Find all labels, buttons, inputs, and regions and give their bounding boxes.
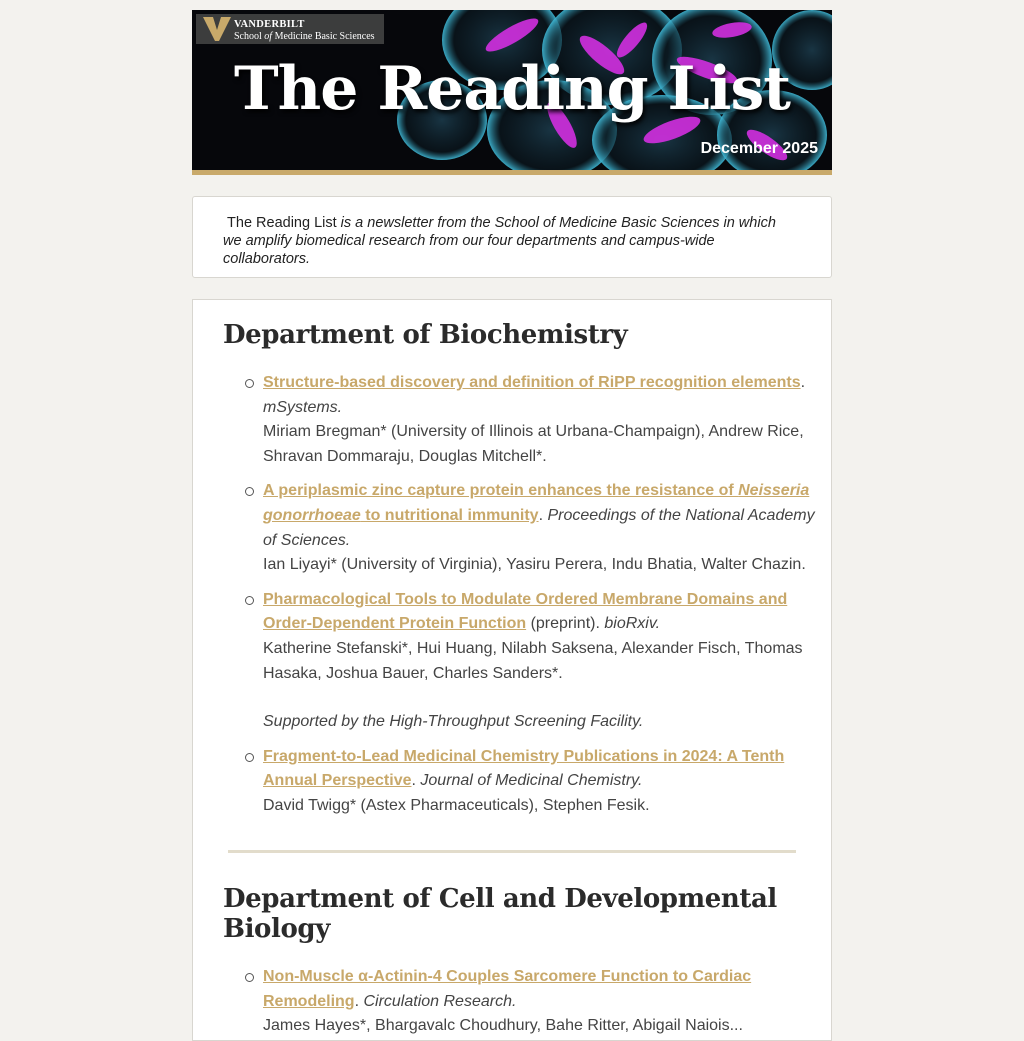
journal-name: bioRxiv. [604, 615, 661, 633]
vanderbilt-v-icon [202, 16, 232, 42]
publication-link[interactable]: Fragment-to-Lead Medicinal Chemistry Publications in 2024: A Tenth Annual Perspective [263, 747, 785, 790]
bullet-icon [245, 487, 254, 496]
journal-name: Proceedings of the National Academy of Sciences. [263, 506, 815, 549]
authors: Miriam Bregman* (University of Illinois at Urbana-Champaign), Andrew Rice, Shravan Dommaraju, Douglas Mitchell*. [263, 423, 804, 465]
journal-name: mSystems. [263, 398, 343, 416]
authors: Ian Liyayi* (University of Virginia), Yasiru Perera, Indu Bhatia, Walter Chazin. [263, 556, 806, 574]
bullet-icon [245, 753, 254, 762]
publication-list-biochemistry [263, 371, 815, 819]
intro-text: The Reading List is a newsletter from the School of Medicine Basic Sciences in which we amplify biomedical research from our four departments and campus-wide collaborators. [223, 215, 776, 267]
brand-subtitle: School of Medicine Basic Sciences [234, 31, 375, 42]
publication-list-cdb [263, 965, 815, 1039]
intro-box [192, 196, 832, 278]
vanderbilt-logo [196, 14, 384, 44]
list-item: Non-Muscle α-Actinin-4 Couples Sarcomere Function to Cardiac Remodeling. Circulation Research. James Hayes*, Bhargavalc Choudhury, Bahe Ritter, Abigail Naiois... [263, 965, 815, 1039]
authors: Katherine Stefanski*, Hui Huang, Nilabh Saksena, Alexander Fisch, Thomas Hasaka, Joshua Bauer, Charles Sanders*. [263, 639, 803, 682]
section-divider [228, 850, 796, 853]
section-title-biochemistry: Department of Biochemistry [223, 320, 628, 350]
authors: James Hayes*, Bhargavalc Choudhury, Bahe Ritter, Abigail Naiois... [263, 1017, 743, 1035]
issue-date: December 2025 [700, 140, 818, 157]
bullet-icon [245, 379, 254, 388]
bullet-icon [245, 973, 254, 982]
list-item: Structure-based discovery and definition of RiPP recognition elements. mSystems. Miriam Bregman* (University of Illinois at Urbana-Champaign), Andrew Rice, Shravan Dommaraju, Douglas Mitchell*. [263, 371, 815, 469]
newsletter-title: The Reading List [234, 54, 790, 124]
banner-accent-bar [192, 170, 832, 175]
authors: David Twigg* (Astex Pharmaceuticals), Stephen Fesik. [263, 796, 650, 814]
support-note: Supported by the High-Throughput Screening Facility. [263, 713, 644, 731]
list-item: Fragment-to-Lead Medicinal Chemistry Publications in 2024: A Tenth Annual Perspective. Journal of Medicinal Chemistry. David Twigg* (Astex Pharmaceuticals), Stephen Fesik. [263, 745, 815, 819]
publication-link[interactable]: Pharmacological Tools to Modulate Ordered Membrane Domains and Order-Dependent Protein Function [263, 590, 788, 633]
list-item: Pharmacological Tools to Modulate Ordered Membrane Domains and Order-Dependent Protein Function (preprint). bioRxiv. Katherine Stefanski*, Hui Huang, Nilabh Saksena, Alexander Fisch, Thomas Hasaka, Joshua Bauer, Charles Sanders*. Supported by the High-Throughput Screening Facility. [263, 588, 815, 735]
brand-name: VANDERBILT [234, 19, 305, 30]
content-card [192, 299, 832, 1041]
bullet-icon [245, 596, 254, 605]
publication-link[interactable]: A periplasmic zinc capture protein enhances the resistance of Neisseria gonorrhoeae to nutritional immunity [263, 482, 810, 524]
list-item: A periplasmic zinc capture protein enhances the resistance of Neisseria gonorrhoeae to nutritional immunity. Proceedings of the National Academy of Sciences. Ian Liyayi* (University of Virginia), Yasiru Perera, Indu Bhatia, Walter Chazin. [263, 479, 815, 577]
publication-link[interactable]: Structure-based discovery and definition of RiPP recognition elements [263, 374, 801, 391]
journal-name: Journal of Medicinal Chemistry. [420, 772, 643, 790]
header-banner [192, 10, 832, 170]
journal-name: Circulation Research. [363, 992, 517, 1010]
publication-link[interactable]: Non-Muscle α-Actinin-4 Couples Sarcomere Function to Cardiac Remodeling [263, 968, 752, 1010]
section-title-cell-developmental-biology: Department of Cell and Developmental Biology [223, 884, 777, 944]
